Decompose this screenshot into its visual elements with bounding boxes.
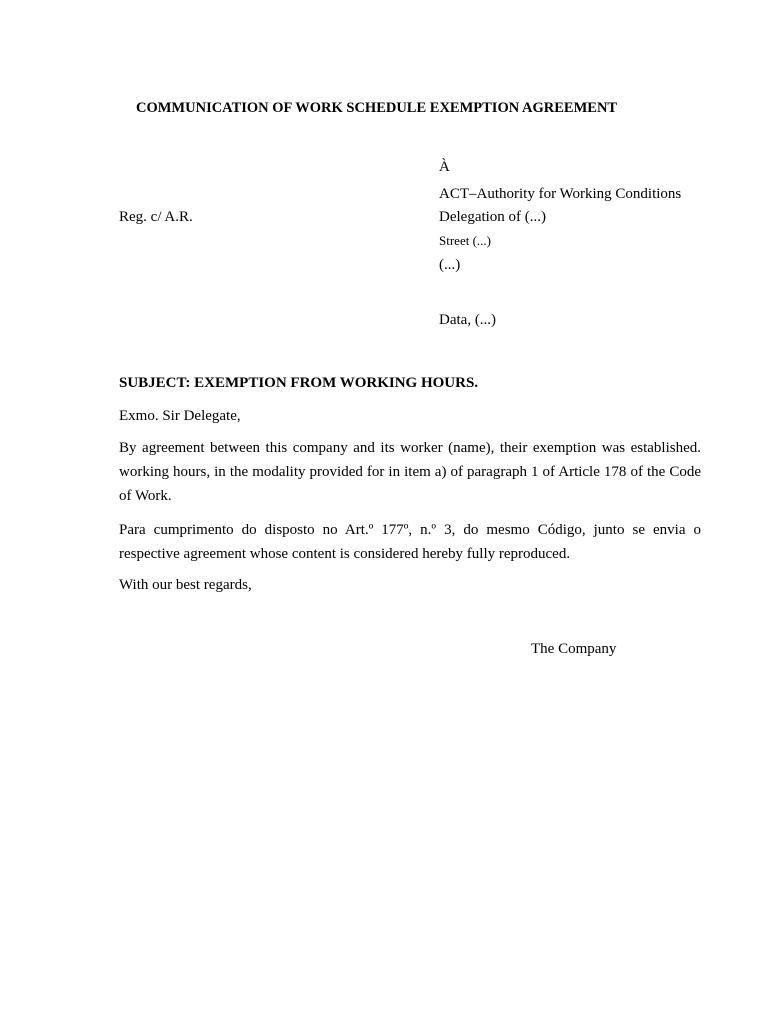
paragraph-line: By agreement between this company and its worker (name), their exemption was established. [119,440,701,456]
recipient-authority: ACT–Authority for Working Conditions [439,186,682,202]
paragraph-line: Para cumprimento do disposto no Art.º 177º, n.º 3, do mesmo Código, junto se envia o [119,522,701,538]
recipient-prefix: À [439,159,450,175]
signature-company: The Company [531,641,617,657]
document-title: COMMUNICATION OF WORK SCHEDULE EXEMPTION AGREEMENT [136,100,618,116]
salutation: Exmo. Sir Delegate, [119,408,241,424]
registration-note: Reg. c/ A.R. [119,209,193,225]
paragraph-line: working hours, in the modality provided for in item a) of paragraph 1 of Article 178 of the Code [119,464,701,480]
recipient-delegation: Delegation of (...) [439,209,547,225]
body-paragraph-2 [119,518,701,566]
closing-phrase: With our best regards, [119,577,252,593]
paragraph-line: respective agreement whose content is considered hereby fully reproduced. [119,546,571,562]
paragraph-line: of Work. [119,488,172,504]
letter-date: Data, (...) [439,312,497,328]
recipient-extra: (...) [439,257,461,273]
letter-subject: SUBJECT: EXEMPTION FROM WORKING HOURS. [119,375,479,391]
body-paragraph-1 [119,436,701,508]
recipient-street: Street (...) [439,233,491,248]
